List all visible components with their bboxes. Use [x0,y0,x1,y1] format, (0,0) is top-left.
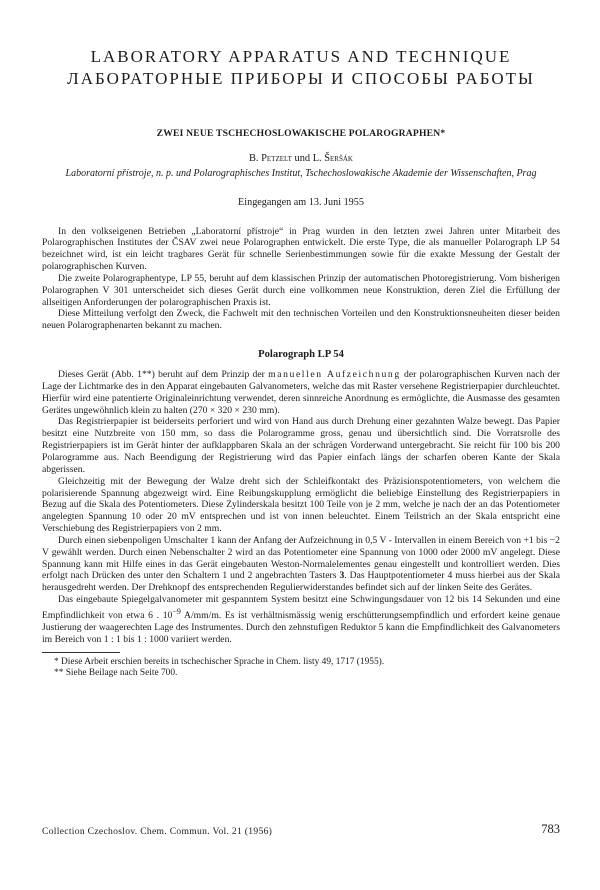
author-name: L. Šeršák [312,153,353,164]
paragraph: Die zweite Polarographentype, LP 55, beruht auf dem klassischen Prinzip der automatischen Photoregistrierung. Vom bisherigen Polarographen V 301 unterscheidet sich dieses Gerät durch eine vollkommen neue Konstruktion, deren Ziel die Erfüllung der allseitigen Anforderungen der polarographischen Praxis ist. [42,272,560,308]
paragraph [42,369,560,416]
section-header [42,46,560,90]
page-number: 783 [541,822,560,836]
superscript: −9 [172,606,181,616]
paragraph: Das Registrierpapier ist beiderseits perforiert und wird von Hand aus durch Drehung einer gezahnten Walze bewegt. Das Papier besitzt eine Nutzbreite von 150 mm, so dass die Polarogramme gross, genau und übersichtlich sind. Die Vorratsrolle des Registrierpapiers ist im Gerät hinter der aufklappbaren Skala an der schrägen Vorderwand untergebracht. Sie reicht für 100 bis 200 Polarogramme aus. Nach Beendigung der Registrierung wird das Papier einfach längs der scharfen oberen Kante der Skala abgerissen. [42,416,560,475]
text-run: Durch einen siebenpoligen Umschalter 1 kann der Anfang der Aufzeichnung in 0,5 V - Intervallen in einem Bereich von +1 bis −2 V gewählt werden. Durch einen Nebenschalter 2 wird an das Potentiometer eine Spannung von 1000 oder 2000 mV angelegt. Diese Spannung kann mit Hilfe eines in das Gerät eingebauten Weston-Normalelementes genau eingestellt und kontrolliert werden. Dies erfolgt nach Drücken des unter den Schaltern 1 und 2 angebrachten Tasters [42,534,560,582]
bold-text: 3 [339,570,345,582]
received-date: Eingegangen am 13. Juni 1955 [238,196,364,208]
paragraph [42,535,560,594]
author-affiliation: Laboratorní přístroje, n. p. und Polarographisches Institut, Tschechoslowakische Akademie der Wissenschaften, Prag [65,168,537,179]
paragraph [42,594,560,646]
section-heading: Polarograph LP 54 [258,349,344,361]
paragraph: Diese Mitteilung verfolgt den Zweck, die Fachwelt mit den technischen Vorteilen und den Konstruktionsneuheiten dieser beiden neuen Polarographenarten bekannt zu machen. [42,308,560,332]
paragraph: Gleichzeitig mit der Bewegung der Walze dreht sich der Schleifkontakt des Präzisionspotentiometers, von welchem die polarisierende Spannung abgezweigt wird. Eine Reibungskupplung ermöglicht die beliebige Einstellung des Registrierpapiers in Bezug auf die Skala des Potentiometers. Diese Zylinderskala besitzt 100 Teile von je 2 mm, welche je nach der an das Potentiometer angelegten Spannung 10 oder 20 mV entsprechen und ist von innen beleuchtet. Einem Teilstrich an der Skala entspricht eine Verschiebung des Registrierpapiers von 2 mm. [42,475,560,535]
paragraph: In den volkseigenen Betrieben „Laboratorní přístroje“ in Prag wurden in den letzten zwei Jahren unter Mitarbeit des Polarographischen Institutes der ČSAV zwei neue Polarographen entwickelt. Die erste Type, die als manueller Polarograph LP 54 bezeichnet wird, ist ein leicht tragbares Gerät für schnelle Serienbestimmungen sowie für die exakte Messung der Gestalt der polarographischen Kurven. [42,225,560,273]
text-run: Dieses Gerät (Abb. 1**) beruht auf dem Prinzip der [58,369,269,381]
author-name: B. Petzelt [249,153,292,164]
section-title-english: LABORATORY APPARATUS AND TECHNIQUE [90,47,512,66]
text-run: Das eingebaute Spiegelgalvanometer mit gespanntem System besitzt eine Schwingungsdauer von 12 bis 14 Sekunden und eine Empfindlichkeit von etwa 6 . 10 [42,594,560,622]
text-run: der polarographischen Kurven nach der Lage der Lichtmarke des in den Apparat eingebauten Galvanometers, welche das mit Raster versehene Registrierpapier durchleuchtet. Hierfür wird eine patentierte Originaleinrichtung verwendet, deren sinnreiche Anordnung es ermöglichte, die Ausmasse des gesamten Gerätes ungewöhnlich klein zu halten (270 × 320 × 230 mm). [42,369,560,416]
footnotes [42,657,560,680]
section-body-lp54 [42,369,560,646]
text-run: A/mm/m. Es ist verhältnismässig wenig erschütterungsempfindlich und erfordert keine genaue Justierung der waagerechten Lage des Instrumentes. Durch den zehnstufigen Reduktor 5 kann die Empfindlichkeit des Galvanometers im Bereich von 1 : 1 bis 1 : 1000 variiert werden. [42,610,561,645]
author-conjunction: und [291,153,313,164]
footnote: * Diese Arbeit erschien bereits in tschechischer Sprache in Chem. listy 49, 1717 (1955). [54,656,385,667]
section-title-russian: ЛАБОРАТОРНЫЕ ПРИБОРЫ И СПОСОБЫ РАБОТЫ [67,69,535,88]
article-title: ZWEI NEUE TSCHECHOSLOWAKISCHE POLAROGRAPHEN* [156,128,446,139]
footnote: ** Siehe Beilage nach Seite 700. [54,668,178,679]
introduction [42,226,560,333]
article-authors [42,152,560,165]
journal-citation: Collection Czechoslov. Chem. Commun. Vol. 21 (1956) [42,826,273,837]
text-run: . Das Hauptpotentiometer 4 muss hierbei aus der Skala herausgedreht werden. Der Drehknopf des entsprechenden Regulierwiderstandes befindet sich auf der linken Seite des Gerätes. [42,570,560,594]
footnote-divider [42,652,120,653]
emphasized-text: manuellen Aufzeichnung [268,369,401,381]
